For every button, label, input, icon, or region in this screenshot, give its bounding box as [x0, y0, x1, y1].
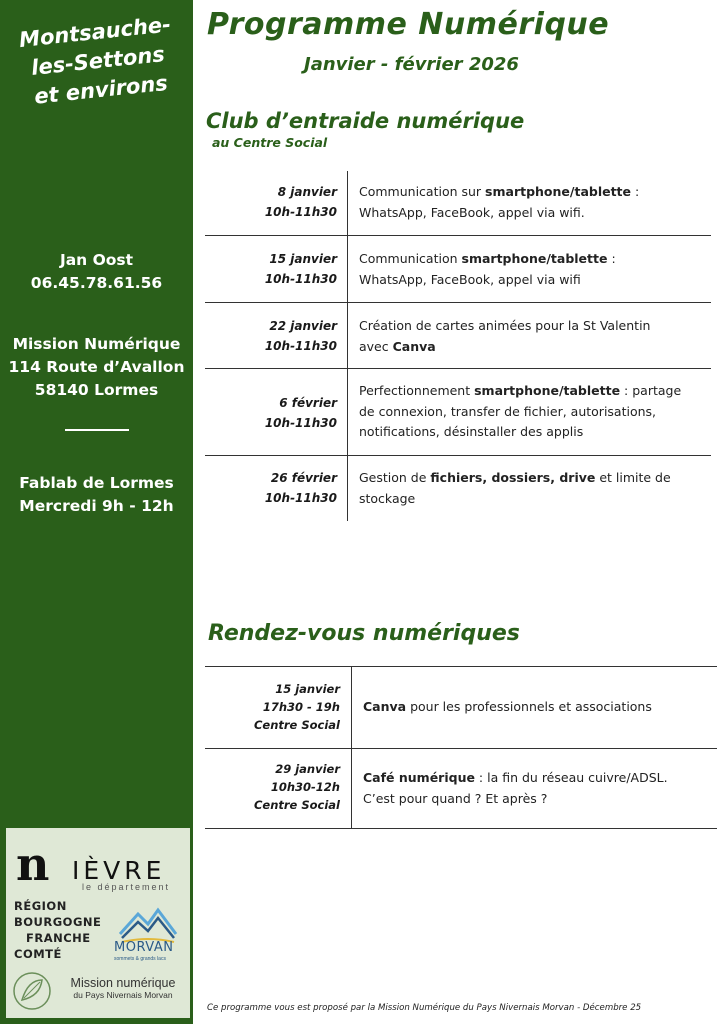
session-date: [205, 393, 337, 433]
session-day: 26 février: [270, 471, 337, 485]
description-text: Communication sur: [359, 184, 486, 199]
club-row-separator: [205, 302, 711, 303]
mission-name: Mission Numérique: [12, 335, 181, 353]
session-description: [363, 696, 713, 717]
session-date: [205, 680, 340, 734]
page-title: Programme Numérique: [207, 7, 610, 42]
mission-logo-line-1: Mission numérique: [70, 976, 176, 990]
description-text: : la fin du réseau cuivre/ADSL.: [474, 770, 668, 785]
session-date: [205, 249, 337, 289]
nievre-logo-subtitle: le département: [82, 882, 171, 892]
session-day: 29 janvier: [275, 762, 340, 776]
description-highlight: smartphone/tablette: [461, 251, 608, 266]
description-line-2: stockage: [359, 490, 416, 506]
session-description: [359, 381, 709, 443]
contact-name: Jan Oost: [59, 251, 134, 269]
town-line-3: et environs: [33, 70, 169, 109]
mission-city: 58140 Lormes: [34, 381, 159, 399]
session-time: 10h-11h30: [264, 339, 337, 353]
mission-address: [0, 333, 193, 402]
contact-phone: 06.45.78.61.56: [30, 274, 163, 292]
session-date: [205, 182, 337, 222]
rdv-table-bottom-border: [205, 828, 717, 829]
nievre-logo-text: IÈVRE: [72, 856, 166, 885]
rdv-table-divider: [351, 666, 352, 829]
sidebar: [0, 0, 193, 1024]
description-text: Communication: [359, 251, 462, 266]
session-time: 10h-11h30: [264, 416, 337, 430]
description-text: pour les professionnels et associations: [406, 699, 652, 714]
nievre-logo: [16, 837, 186, 892]
town-line-2: les-Settons: [30, 42, 166, 80]
rdv-section-title: Rendez-vous numériques: [208, 621, 520, 646]
description-highlight: Canva: [392, 338, 436, 354]
session-date: [205, 316, 337, 356]
description-highlight: smartphone/tablette: [474, 383, 621, 398]
session-day: 8 janvier: [277, 185, 337, 199]
fablab-info: [0, 472, 193, 518]
description-text: Perfectionnement: [359, 383, 475, 398]
sidebar-divider: [65, 429, 129, 431]
mission-logo-text: [58, 976, 188, 1000]
club-table-divider: [347, 171, 348, 521]
session-time: 10h30-12h: [270, 780, 340, 794]
partner-logos: [6, 828, 190, 1018]
session-time: 10h-11h30: [264, 205, 337, 219]
description-text: :: [631, 184, 640, 199]
description-text: Création de cartes animées pour la St Valentin: [359, 318, 651, 333]
session-time: 10h-11h30: [264, 272, 337, 286]
club-row-separator: [205, 235, 711, 236]
region-line-4: COMTÉ: [14, 947, 62, 961]
region-line-1: RÉGION: [14, 899, 67, 913]
fablab-name: Fablab de Lormes: [19, 474, 174, 492]
rdv-row-separator: [205, 748, 717, 749]
session-description: [359, 316, 709, 357]
footer-note: Ce programme vous est proposé par la Mission Numérique du Pays Nivernais Morvan - Décembre 25: [207, 1003, 642, 1013]
session-place: Centre Social: [253, 798, 340, 812]
mission-logo-line-2: du Pays Nivernais Morvan: [73, 990, 173, 1000]
club-section-subtitle: au Centre Social: [212, 135, 328, 150]
description-line-2: de connexion, transfer de fichier, autorisations,: [359, 403, 657, 419]
session-day: 15 janvier: [275, 682, 340, 696]
session-date: [205, 468, 337, 508]
description-text: : partage: [620, 383, 682, 398]
description-text: :: [607, 251, 616, 266]
region-line-3: FRANCHE: [26, 931, 91, 945]
session-description: [363, 767, 713, 809]
region-line-2: BOURGOGNE: [14, 915, 102, 929]
club-row-separator: [205, 368, 711, 369]
nievre-logo-initial: n: [16, 837, 50, 891]
morvan-logo-text: MORVAN: [114, 940, 174, 955]
rdv-table-top-border: [205, 666, 717, 667]
town-name: [4, 9, 192, 114]
morvan-logo-subtitle: sommets & grands lacs: [114, 956, 166, 962]
session-description: [359, 182, 709, 223]
session-day: 22 janvier: [269, 319, 337, 333]
session-time: 10h-11h30: [264, 491, 337, 505]
description-text: avec: [359, 338, 393, 354]
session-description: [359, 249, 709, 290]
session-day: 6 février: [279, 396, 337, 410]
mission-numerique-leaf-icon: [10, 970, 54, 1012]
session-day: 15 janvier: [269, 252, 337, 266]
description-highlight: Canva: [363, 699, 407, 714]
session-place: Centre Social: [253, 718, 340, 732]
description-line-2: WhatsApp, FaceBook, appel via wifi: [359, 271, 581, 287]
session-date: [205, 760, 340, 814]
description-highlight: fichiers, dossiers, drive: [430, 470, 596, 485]
description-line-3: notifications, désinstaller des applis: [359, 424, 584, 439]
town-line-1: Montsauche-: [17, 12, 172, 53]
description-highlight: smartphone/tablette: [485, 184, 632, 199]
description-line-2: WhatsApp, FaceBook, appel via wifi.: [359, 204, 585, 220]
description-text: Gestion de: [359, 470, 431, 485]
club-row-separator: [205, 455, 711, 456]
description-line-2: C’est pour quand ? Et après ?: [363, 791, 548, 806]
contact-person: [0, 249, 193, 295]
description-highlight: Café numérique: [363, 770, 475, 785]
description-text: et limite de: [595, 470, 671, 485]
mission-street: 114 Route d’Avallon: [8, 358, 185, 376]
session-time: 17h30 - 19h: [262, 700, 340, 714]
region-logo: [14, 898, 101, 962]
page-subtitle: Janvier - février 2026: [304, 54, 519, 75]
club-section-title: Club d’entraide numérique: [206, 109, 525, 133]
fablab-hours: Mercredi 9h - 12h: [19, 497, 174, 515]
session-description: [359, 468, 709, 509]
